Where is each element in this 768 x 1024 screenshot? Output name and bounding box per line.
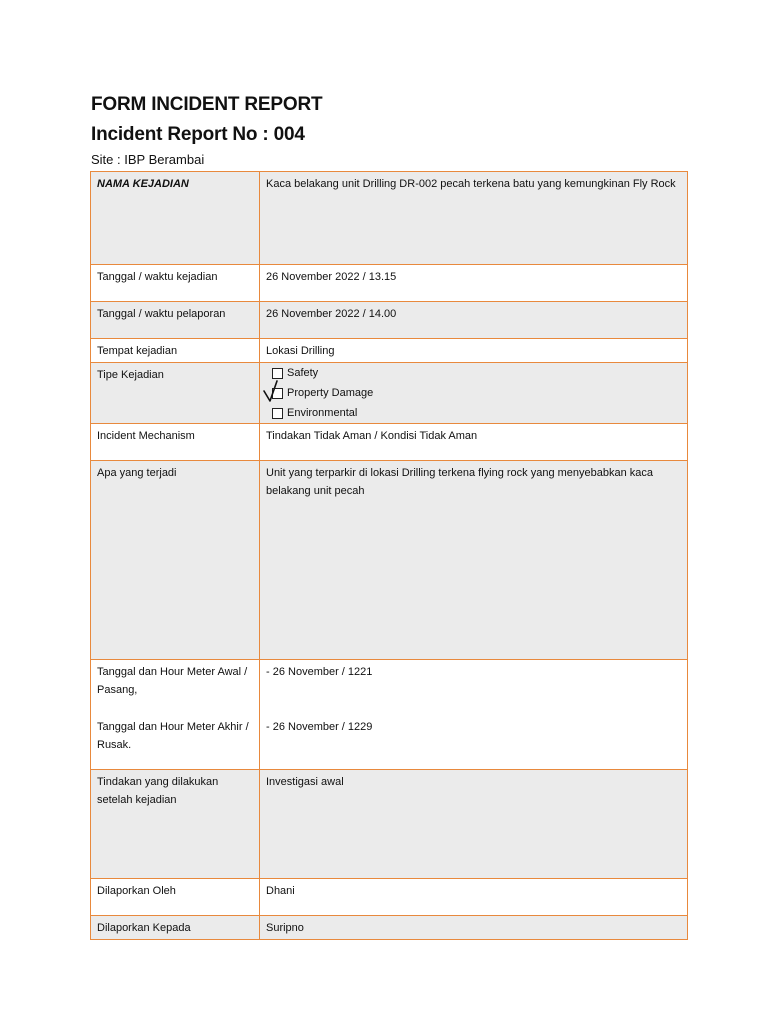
label-incident-mechanism: Incident Mechanism bbox=[91, 424, 260, 461]
value-hour-meter-akhir: - 26 November / 1229 bbox=[266, 721, 373, 733]
option-environmental[interactable] bbox=[266, 403, 681, 423]
form-title: FORM INCIDENT REPORT bbox=[91, 94, 323, 115]
value-dilaporkan-kepada: Suripno bbox=[260, 916, 688, 940]
label-apa-yang-terjadi: Apa yang terjadi bbox=[91, 461, 260, 660]
value-nama-kejadian: Kaca belakang unit Drilling DR-002 pecah terkena batu yang kemungkinan Fly Rock bbox=[260, 172, 688, 265]
label-hour-meter-akhir: Tanggal dan Hour Meter Akhir / Rusak. bbox=[97, 721, 249, 751]
property-damage-label: Property Damage bbox=[287, 387, 374, 399]
value-hour-meter-awal: - 26 November / 1221 bbox=[266, 666, 373, 678]
row-tipe-kejadian bbox=[91, 363, 688, 424]
row-hour-meter bbox=[91, 660, 688, 770]
label-tindakan: Tindakan yang dilakukan setelah kejadian bbox=[91, 770, 260, 879]
row-tanggal-kejadian bbox=[91, 265, 688, 302]
report-number: Incident Report No : 004 bbox=[91, 124, 305, 145]
site-label: Site : IBP Berambai bbox=[91, 152, 205, 167]
label-tipe-kejadian: Tipe Kejadian bbox=[91, 363, 260, 424]
row-incident-mechanism bbox=[91, 424, 688, 461]
label-nama-kejadian: NAMA KEJADIAN bbox=[91, 172, 260, 265]
environmental-checkbox[interactable] bbox=[272, 408, 283, 419]
row-dilaporkan-oleh bbox=[91, 879, 688, 916]
label-tempat-kejadian: Tempat kejadian bbox=[91, 339, 260, 363]
value-incident-mechanism: Tindakan Tidak Aman / Kondisi Tidak Aman bbox=[260, 424, 688, 461]
safety-label: Safety bbox=[287, 367, 319, 379]
incident-report-table bbox=[90, 171, 688, 940]
row-tanggal-pelaporan bbox=[91, 302, 688, 339]
value-tanggal-pelaporan: 26 November 2022 / 14.00 bbox=[260, 302, 688, 339]
label-tanggal-kejadian: Tanggal / waktu kejadian bbox=[91, 265, 260, 302]
option-property-damage[interactable] bbox=[266, 383, 681, 403]
value-dilaporkan-oleh: Dhani bbox=[260, 879, 688, 916]
row-nama-kejadian bbox=[91, 172, 688, 265]
label-dilaporkan-oleh: Dilaporkan Oleh bbox=[91, 879, 260, 916]
hour-meter-labels bbox=[91, 660, 260, 770]
hour-meter-values bbox=[260, 660, 688, 770]
environmental-label: Environmental bbox=[287, 407, 358, 419]
row-tempat-kejadian bbox=[91, 339, 688, 363]
row-tindakan bbox=[91, 770, 688, 879]
value-tanggal-kejadian: 26 November 2022 / 13.15 bbox=[260, 265, 688, 302]
value-apa-yang-terjadi: Unit yang terparkir di lokasi Drilling terkena flying rock yang menyebabkan kaca belakang unit pecah bbox=[260, 461, 688, 660]
value-tempat-kejadian: Lokasi Drilling bbox=[260, 339, 688, 363]
label-tanggal-pelaporan: Tanggal / waktu pelaporan bbox=[91, 302, 260, 339]
row-dilaporkan-kepada bbox=[91, 916, 688, 940]
value-tindakan: Investigasi awal bbox=[260, 770, 688, 879]
tipe-kejadian-options bbox=[260, 363, 688, 424]
label-hour-meter-awal: Tanggal dan Hour Meter Awal / Pasang, bbox=[97, 666, 248, 696]
row-apa-yang-terjadi bbox=[91, 461, 688, 660]
option-safety[interactable] bbox=[266, 363, 681, 383]
label-dilaporkan-kepada: Dilaporkan Kepada bbox=[91, 916, 260, 940]
